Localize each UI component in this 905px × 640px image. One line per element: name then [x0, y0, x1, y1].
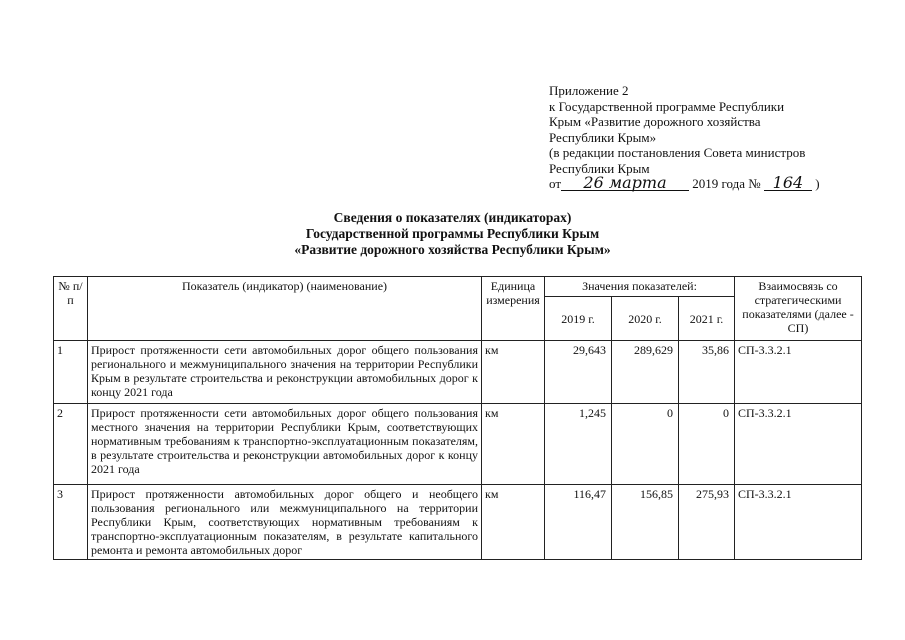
from-label: от — [549, 176, 562, 191]
appendix-line: Республики Крым» — [549, 129, 657, 145]
row-unit: км — [482, 341, 545, 404]
header-2019: 2019 г. — [545, 297, 612, 341]
appendix-line: (в редакции постановления Совета министров — [549, 145, 806, 160]
row-indicator: Прирост протяженности сети автомобильных дорог общего пользования регионального и межмуниципального значения на территории Республики Крым в результате строительства и реконструкции автомобильных дорог к концу 2021 года — [88, 341, 482, 404]
appendix-line: Республики Крым — [549, 160, 650, 176]
row-value-2019: 116,47 — [545, 485, 612, 560]
header-link: Взаимосвязь со стратегическими показателями (далее - СП) — [735, 277, 862, 341]
appendix-block — [549, 83, 879, 192]
header-2021: 2021 г. — [679, 297, 735, 341]
handwritten-number: 164 — [764, 176, 812, 191]
row-value-2021: 275,93 — [679, 485, 735, 560]
title-line: Государственной программы Республики Крым — [305, 226, 600, 241]
row-num: 2 — [54, 404, 88, 485]
row-value-2020: 0 — [612, 404, 679, 485]
row-value-2020: 156,85 — [612, 485, 679, 560]
row-link: СП-3.3.2.1 — [735, 341, 862, 404]
appendix-date-line — [549, 173, 879, 192]
appendix-line: Приложение 2 — [549, 83, 629, 98]
row-unit: км — [482, 404, 545, 485]
table-row — [54, 485, 862, 560]
appendix-line: к Государственной программе Республики — [549, 98, 785, 114]
row-value-2019: 1,245 — [545, 404, 612, 485]
row-indicator: Прирост протяженности автомобильных дорог общего и необщего пользования регионального или межмуниципального на территории Республики Крым, соответствующих нормативным требованиям к транспортно-эксплуатационным показателям, в результате капитального ремонта и ремонта автомобильных дорог — [88, 485, 482, 560]
header-2020: 2020 г. — [612, 297, 679, 341]
header-values: Значения показателей: — [545, 277, 735, 297]
table-row — [54, 404, 862, 485]
row-link: СП-3.3.2.1 — [735, 404, 862, 485]
handwritten-date: 26 марта — [561, 176, 689, 191]
document-title — [0, 210, 905, 258]
row-link: СП-3.3.2.1 — [735, 485, 862, 560]
title-line: Сведения о показателях (индикаторах) — [333, 210, 572, 225]
year-label: 2019 года № — [692, 176, 761, 191]
row-value-2020: 289,629 — [612, 341, 679, 404]
close-paren: ) — [815, 176, 820, 191]
table-row — [54, 341, 862, 404]
header-num: № п/п — [54, 277, 88, 341]
row-value-2021: 35,86 — [679, 341, 735, 404]
appendix-line: Крым «Развитие дорожного хозяйства — [549, 114, 761, 129]
row-value-2021: 0 — [679, 404, 735, 485]
indicators-table — [53, 276, 862, 560]
title-line: «Развитие дорожного хозяйства Республики Крым» — [294, 242, 611, 257]
row-value-2019: 29,643 — [545, 341, 612, 404]
row-indicator: Прирост протяженности сети автомобильных дорог общего пользования местного значения на территории Республики Крым, соответствующих нормативным требованиям к транспортно-эксплуатационным показателям, в результате строительства и реконструкции автомобильных дорог к концу 2021 года — [88, 404, 482, 485]
header-unit: Единица измерения — [482, 277, 545, 341]
row-unit: км — [482, 485, 545, 560]
row-num: 3 — [54, 485, 88, 560]
row-num: 1 — [54, 341, 88, 404]
header-indicator: Показатель (индикатор) (наименование) — [88, 277, 482, 341]
